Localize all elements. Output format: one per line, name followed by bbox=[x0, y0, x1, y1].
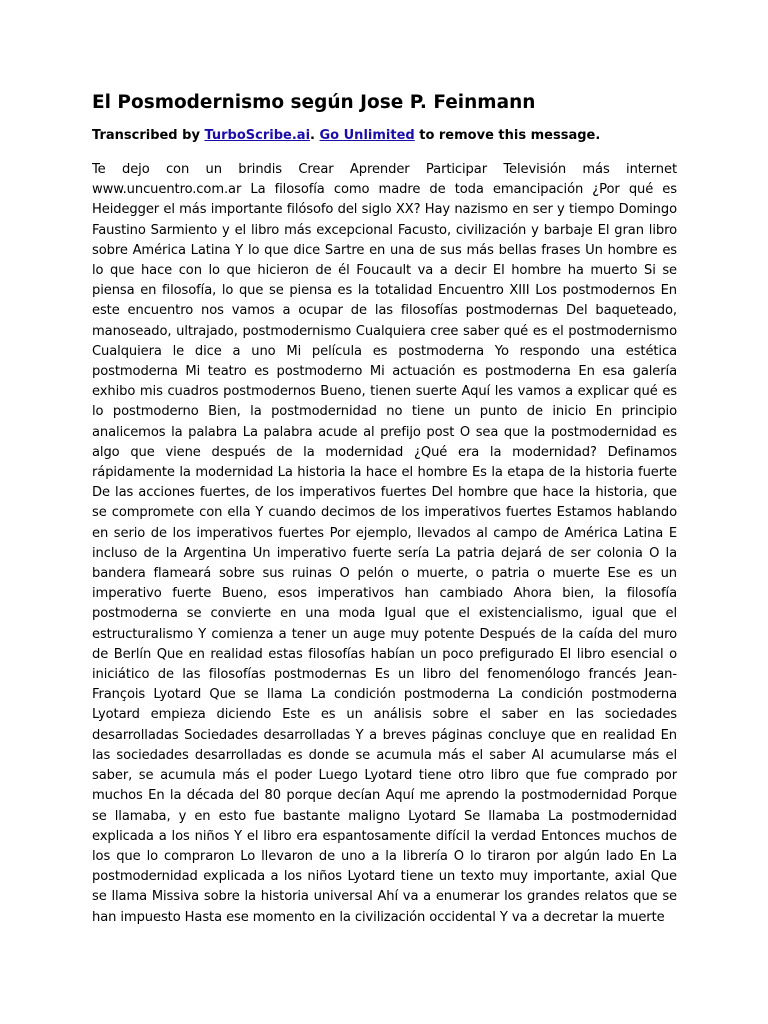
notice-suffix: to remove this message. bbox=[414, 128, 601, 143]
turboscribe-link[interactable]: TurboScribe.ai bbox=[204, 128, 311, 143]
notice-prefix: Transcribed by bbox=[92, 128, 205, 143]
transcript-body: Te dejo con un brindis Crear Aprender Participar Televisión más internet www.uncuentro.com.ar La filosofía como madre de toda emancipación ¿Por qué es Heidegger el más importante filósofo del siglo XX? Hay nazismo en ser y tiempo Domingo Faustino Sarmiento y el libro más excepcional Facusto, civilización y barbaje El gran libro sobre América Latina Y lo que dice Sartre en una de sus más bellas frases Un hombre es lo que hace con lo que hicieron de él Foucault va a decir El hombre ha muerto Si se piensa en filosofía, lo que se piensa es la totalidad Encuentro XIII Los postmodernos En este encuentro nos vamos a ocupar de las filosofías postmodernas Del baqueteado, manoseado, ultrajado, postmodernismo Cualquiera cree saber qué es el postmodernismo Cualquiera le dice a uno Mi película es postmoderna Yo respondo una estética postmoderna Mi teatro es postmoderno Mi actuación es postmoderna En esa galería exhibo mis cuadros postmodernos Bueno, tienen suerte Aquí les vamos a explicar qué es lo postmoderno Bien, la postmodernidad no tiene un punto de inicio En principio analicemos la palabra La palabra acude al prefijo post O sea que la postmodernidad es algo que viene después de la modernidad ¿Qué era la modernidad? Definamos rápidamente la modernidad La historia la hace el hombre Es la etapa de la historia fuerte De las acciones fuertes, de los imperativos fuertes Del hombre que hace la historia, que se compromete con ella Y cuando decimos de los imperativos fuertes Estamos hablando en serio de los imperativos fuertes Por ejemplo, llevados al campo de América Latina E incluso de la Argentina Un imperativo fuerte sería La patria dejará de ser colonia O la bandera flameará sobre sus ruinas O pelón o muerte, o patria o muerte Ese es un imperativo fuerte Bueno, esos imperativos han cambiado Ahora bien, la filosofía postmoderna se convierte en una moda Igual que el existencialismo, igual que el estructuralismo Y comienza a tener un auge muy potente Después de la caída del muro de Berlín Que en realidad estas filosofías habían un poco prefigurado El libro esencial o iniciático de las filosofías postmodernas Es un libro del fenomenólogo francés Jean-François Lyotard Que se llama La condición postmoderna La condición postmoderna Lyotard empieza diciendo Este es un análisis sobre el saber en las sociedades desarrolladas Sociedades desarrolladas Y a breves páginas concluye que en realidad En las sociedades desarrolladas es donde se acumula más el saber Al acumularse más el saber, se acumula más el poder Luego Lyotard tiene otro libro que fue comprado por muchos En la década del 80 porque decían Aquí me aprendo la postmodernidad Porque se llamaba, y en esto fue bastante maligno Lyotard Se llamaba La postmodernidad explicada a los niños Y el libro era espantosamente difícil la verdad Entonces muchos de los que lo compraron Lo llevaron de uno a la librería O lo tiraron por algún lado En La postmodernidad explicada a los niños Lyotard tiene un texto muy importante, axial Que se llama Missiva sobre la historia universal Ahí va a enumerar los grandes relatos que se han impuesto Hasta ese momento en la civilización occidental Y va a decretar la muerte bbox=[92, 162, 677, 925]
transcription-notice bbox=[92, 126, 677, 146]
document-page bbox=[92, 90, 677, 928]
document-title: El Posmodernismo según Jose P. Feinmann bbox=[92, 92, 536, 113]
go-unlimited-link[interactable]: Go Unlimited bbox=[319, 128, 415, 143]
notice-separator: . bbox=[310, 128, 320, 143]
